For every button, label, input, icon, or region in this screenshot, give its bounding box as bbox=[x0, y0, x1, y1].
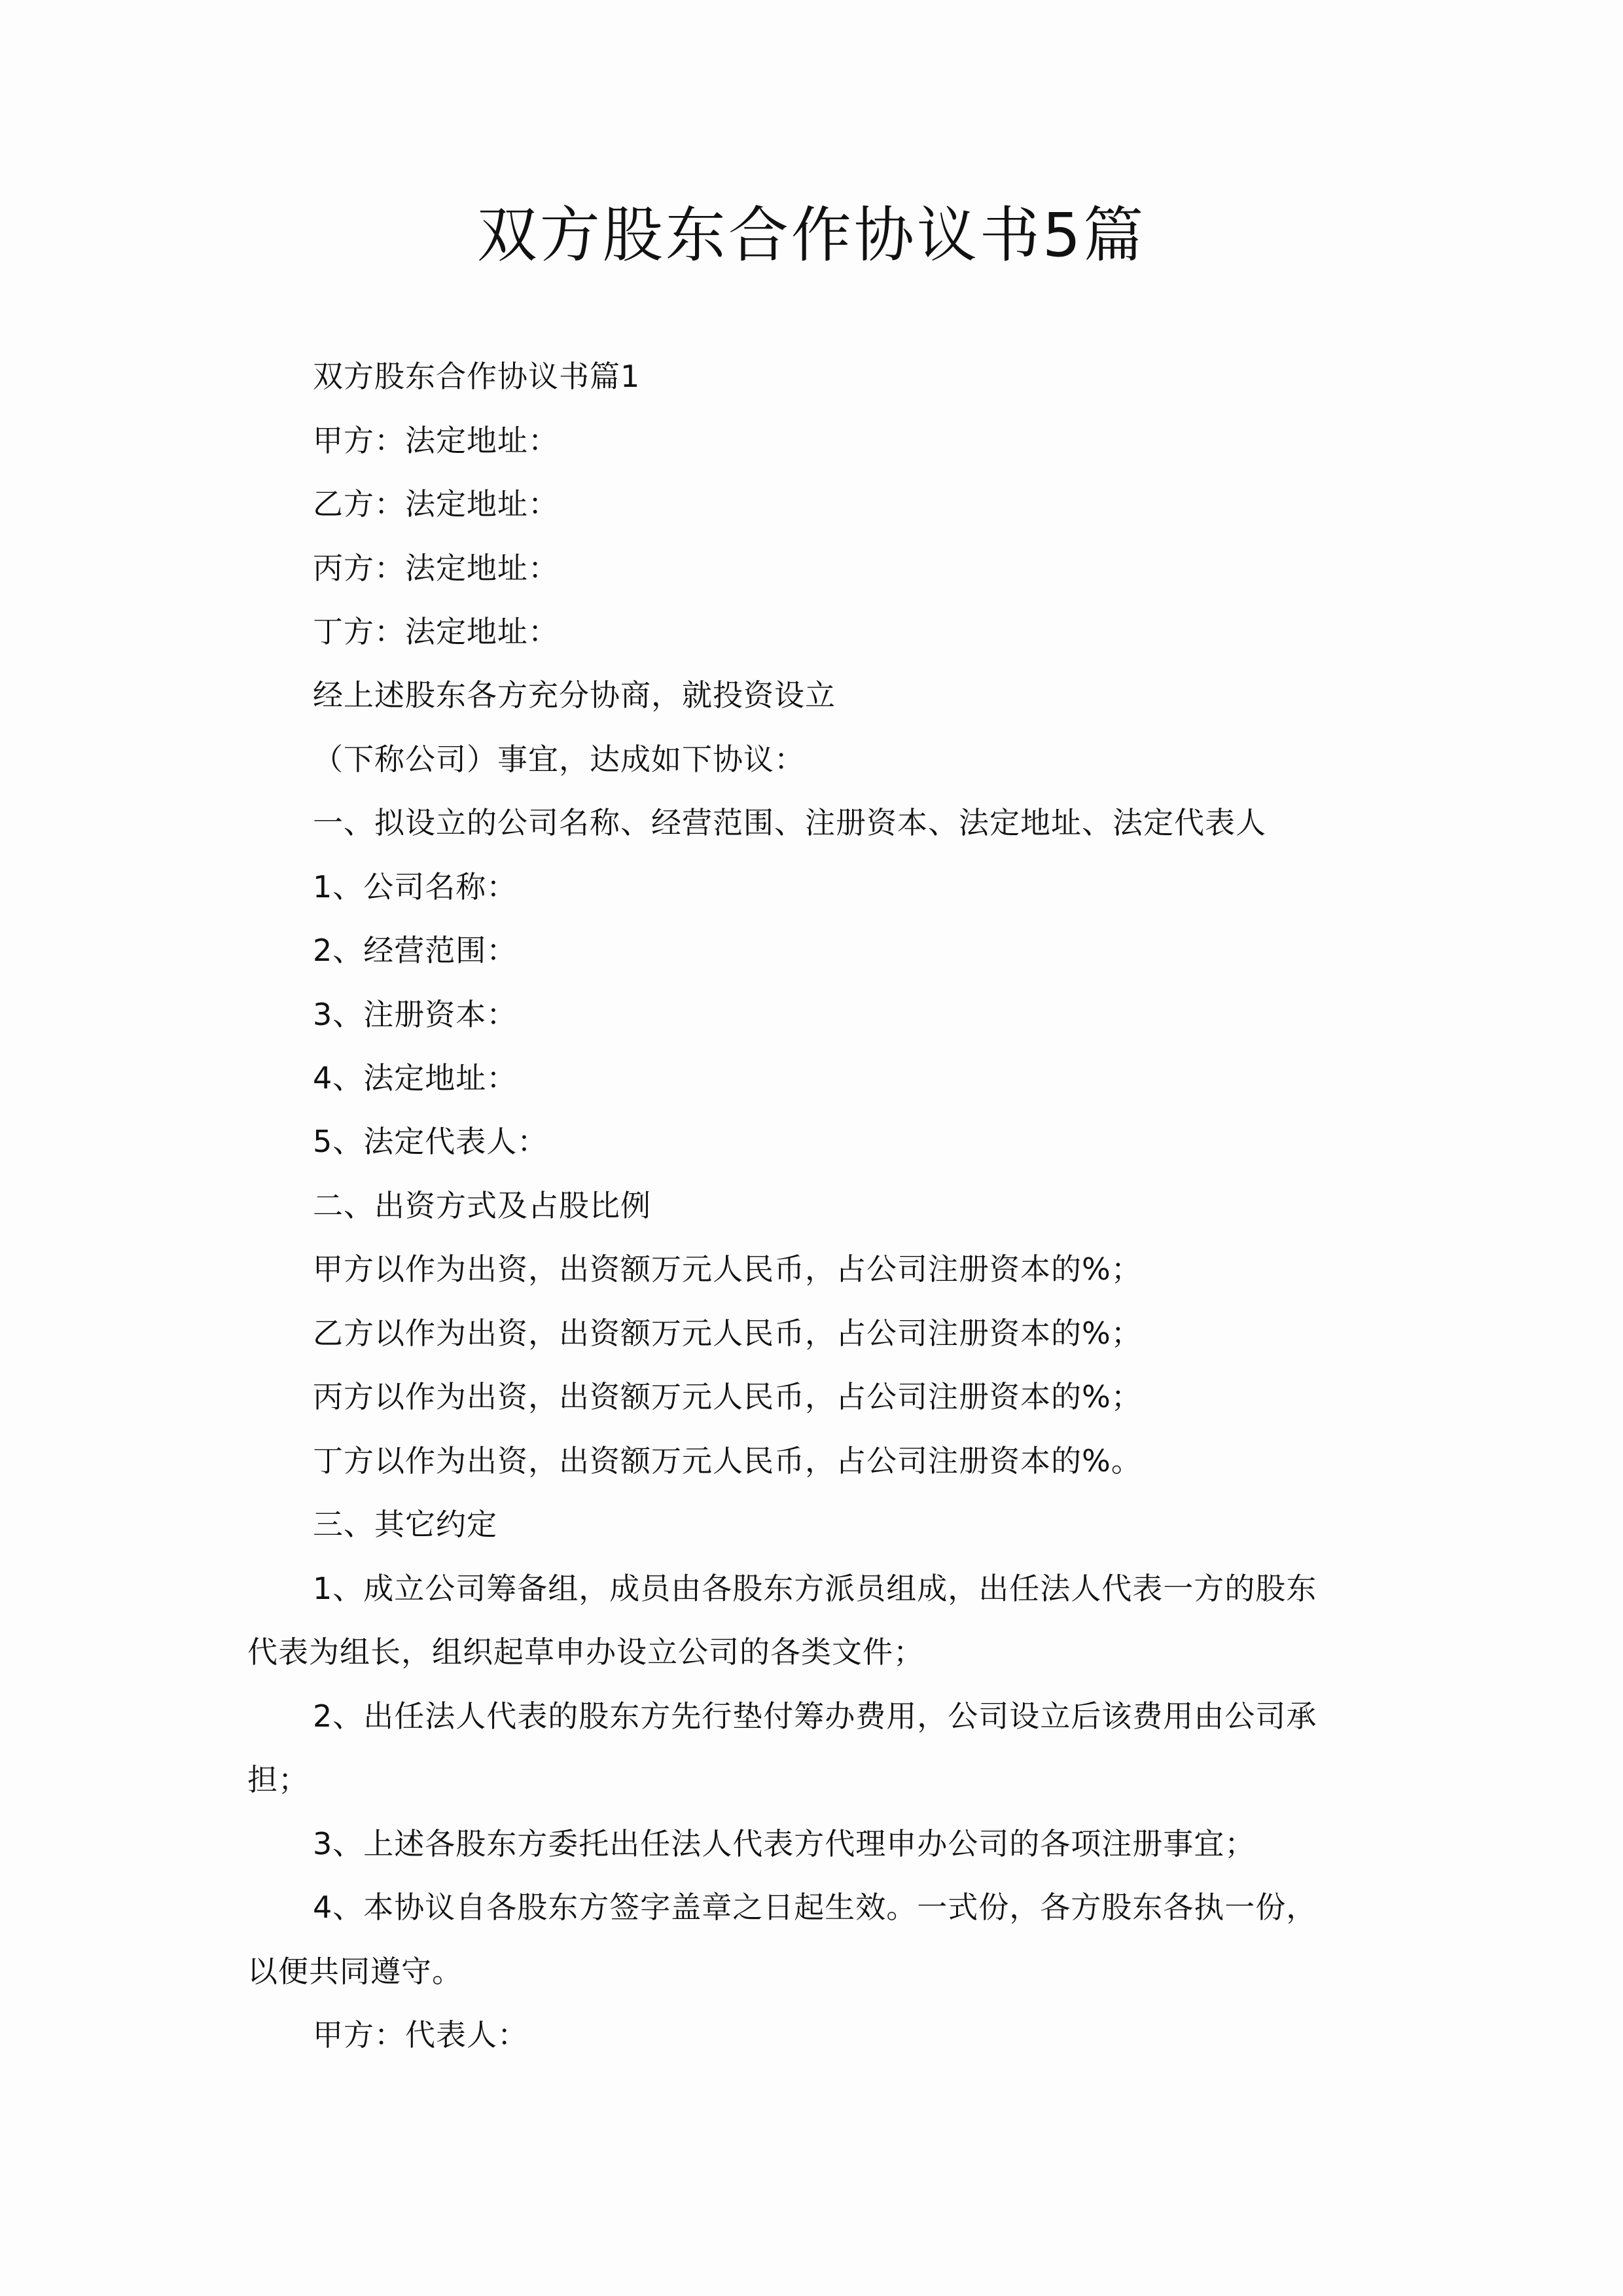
signature-line: 甲方：代表人： bbox=[313, 2017, 528, 2053]
article-1-heading: 一、拟设立的公司名称、经营范围、注册资本、法定地址、法定代表人 bbox=[313, 805, 1266, 840]
article-3-clause: 3、上述各股东方委托出任法人代表方代理申办公司的各项注册事宜； bbox=[313, 1826, 1256, 1861]
article-3-clause: 1、成立公司筹备组，成员由各股东方派员组成，出任法人代表一方的股东 bbox=[313, 1571, 1317, 1606]
party-line: 乙方：法定地址： bbox=[313, 486, 559, 522]
document-title: 双方股东合作协议书5篇 bbox=[476, 200, 1147, 270]
preamble-line: 经上述股东各方充分协商，就投资设立 bbox=[313, 677, 836, 713]
section-heading: 双方股东合作协议书篇1 bbox=[313, 359, 641, 394]
party-line: 丁方：法定地址： bbox=[313, 614, 559, 649]
article-1-item: 3、注册资本： bbox=[313, 997, 518, 1032]
article-3-clause-continuation: 以便共同遵守。 bbox=[247, 1954, 463, 1989]
article-2-item: 丙方以作为出资，出资额万元人民币，占公司注册资本的%； bbox=[313, 1379, 1142, 1414]
article-3-clause-continuation: 担； bbox=[247, 1762, 309, 1797]
article-1-item: 2、经营范围： bbox=[313, 933, 518, 968]
article-1-item: 4、法定地址： bbox=[313, 1060, 518, 1096]
article-3-clause: 2、出任法人代表的股东方先行垫付筹办费用，公司设立后该费用由公司承 bbox=[313, 1698, 1317, 1734]
preamble-line: （下称公司）事宜，达成如下协议： bbox=[313, 742, 805, 777]
party-line: 甲方：法定地址： bbox=[313, 423, 559, 458]
article-3-heading: 三、其它约定 bbox=[313, 1507, 497, 1542]
article-2-item: 丁方以作为出资，出资额万元人民币，占公司注册资本的%。 bbox=[313, 1443, 1142, 1479]
article-1-item: 5、法定代表人： bbox=[313, 1124, 548, 1159]
article-2-item: 乙方以作为出资，出资额万元人民币，占公司注册资本的%； bbox=[313, 1316, 1142, 1351]
party-line: 丙方：法定地址： bbox=[313, 550, 559, 586]
article-2-heading: 二、出资方式及占股比例 bbox=[313, 1188, 651, 1223]
article-3-clause-continuation: 代表为组长，组织起草申办设立公司的各类文件； bbox=[247, 1634, 924, 1670]
article-1-item: 1、公司名称： bbox=[313, 869, 518, 905]
article-2-item: 甲方以作为出资，出资额万元人民币，占公司注册资本的%； bbox=[313, 1251, 1142, 1287]
article-3-clause: 4、本协议自各股东方签字盖章之日起生效。一式份，各方股东各执一份， bbox=[313, 1890, 1317, 1925]
